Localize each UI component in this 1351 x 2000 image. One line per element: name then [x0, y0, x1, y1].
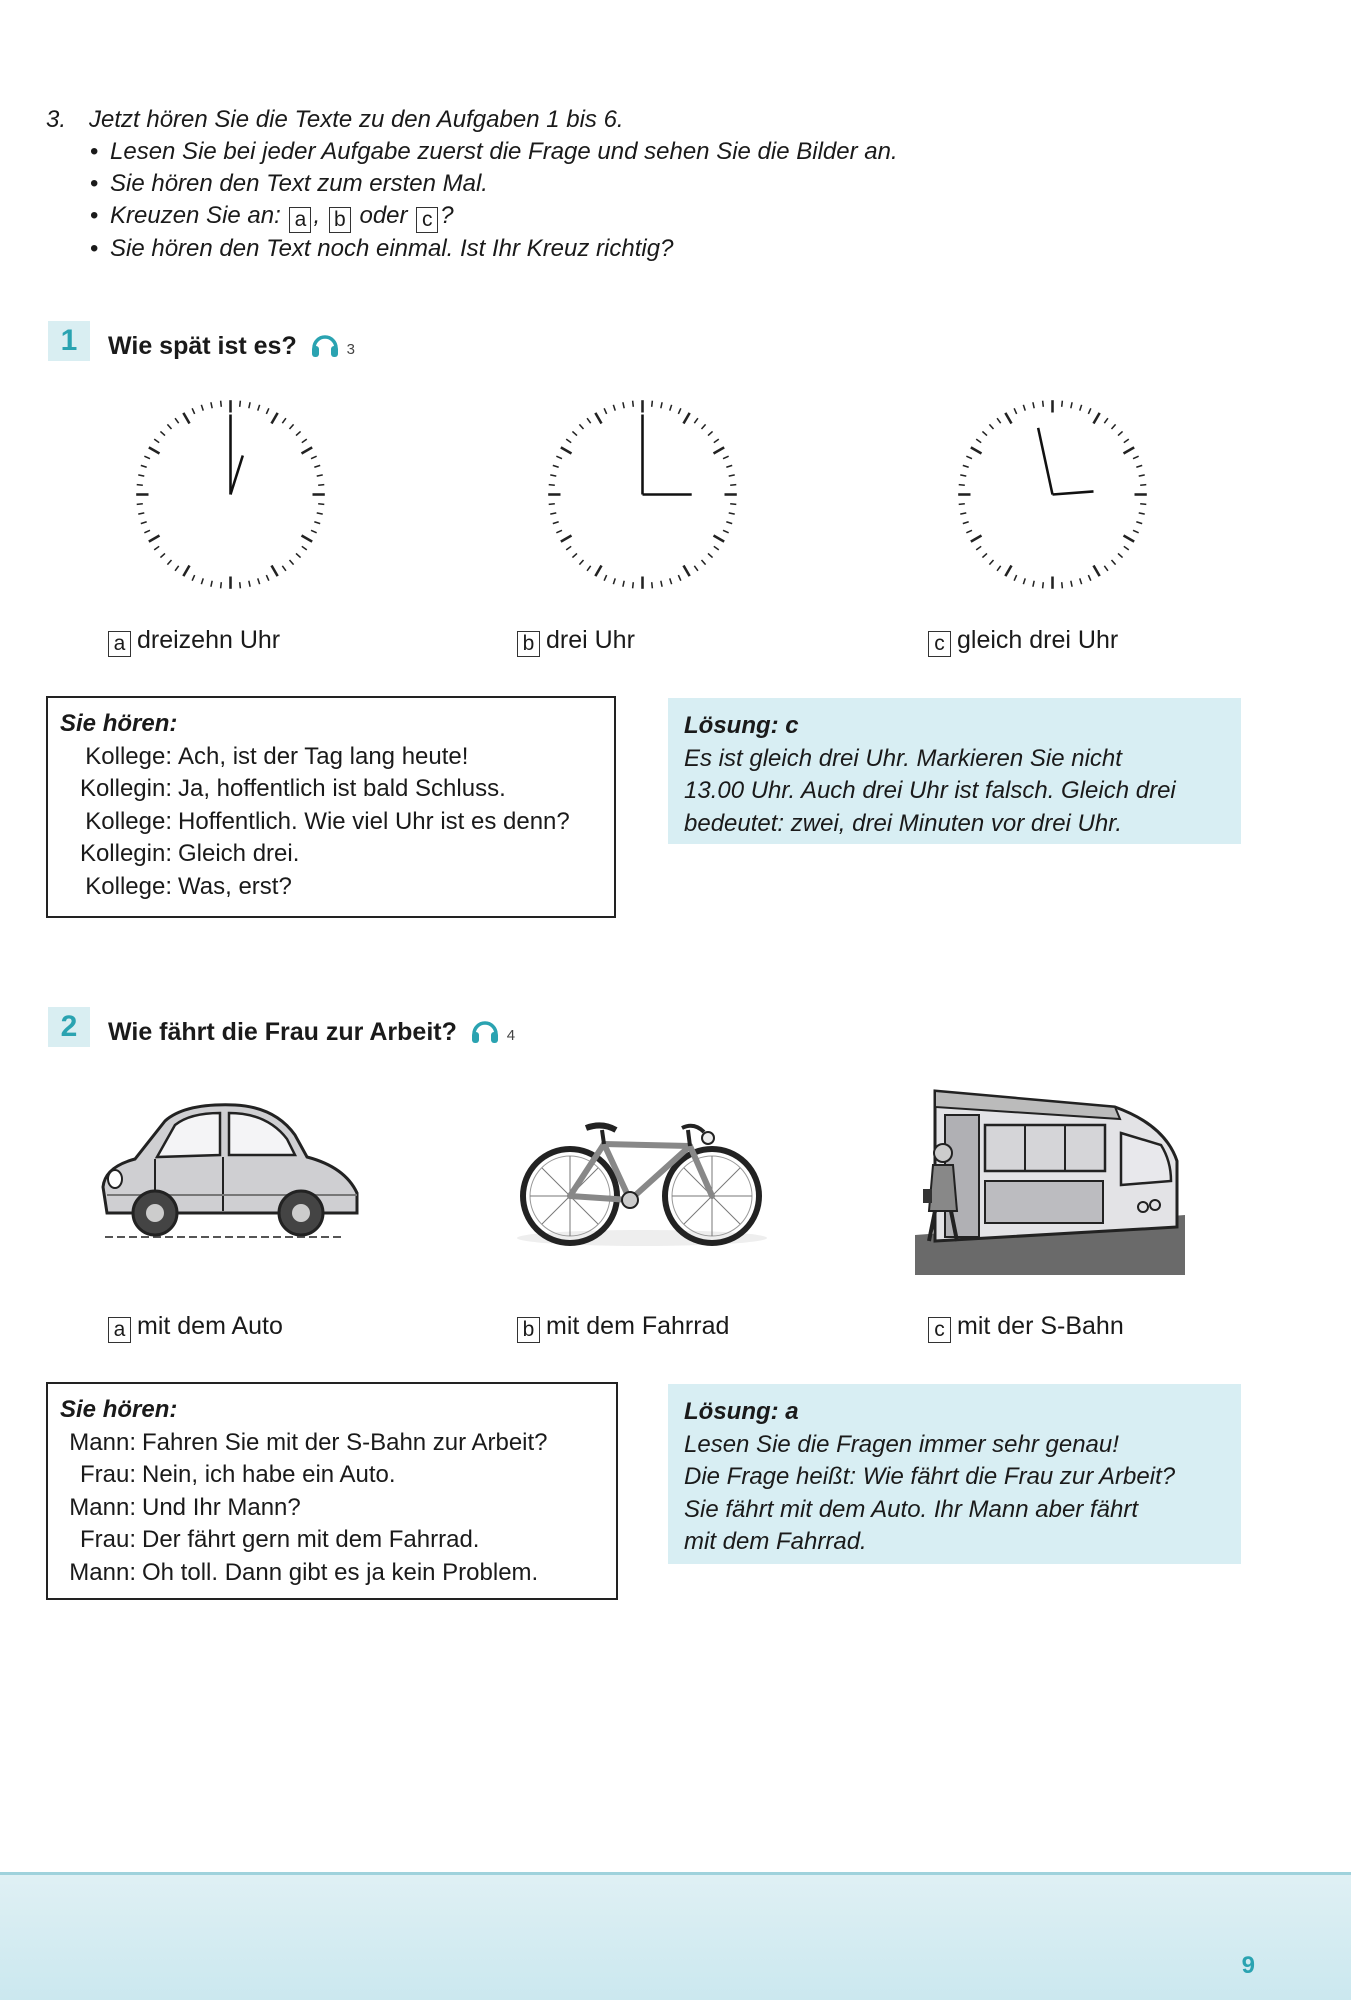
clock-tick [289, 424, 293, 429]
clock-tick [708, 553, 713, 557]
clock-tick [549, 485, 555, 486]
clock-tick [160, 553, 165, 557]
transcript-line: Kollege: Was, erst? [85, 872, 292, 900]
clock-tick [317, 513, 323, 514]
clock-tick [613, 405, 615, 411]
transcript-line: Mann: Und Ihr Mann? [69, 1493, 301, 1521]
clock-tick [959, 504, 965, 505]
clock-tick [714, 447, 725, 453]
clock-tick [623, 581, 624, 587]
sbahn-image [915, 1085, 1185, 1275]
clock-tick [963, 522, 969, 524]
clock-tick [726, 465, 732, 467]
clock-tick [550, 513, 556, 514]
clock-tick [1014, 575, 1017, 581]
instruction-bullet: • Lesen Sie bei jeder Aufgabe zuerst die Frage und sehen Sie die Bilder an. [46, 136, 1146, 168]
clock-tick [1033, 402, 1034, 408]
transcript-heading: Sie hören: [60, 1396, 178, 1423]
clock-tick [963, 465, 969, 467]
clock-tick [141, 465, 147, 467]
clock-tick [730, 504, 736, 505]
clock-tick [976, 439, 981, 443]
transcript-heading: Sie hören: [60, 710, 178, 737]
clock-tick [960, 513, 966, 514]
clock-tick [144, 456, 150, 459]
clock-tick [1080, 405, 1082, 411]
exercise-number: 3. [46, 106, 67, 133]
transcript-line: Kollege: Hoffentlich. Wie viel Uhr ist es denn? [85, 807, 570, 835]
clock-tick [141, 522, 147, 524]
clock-tick [1005, 413, 1011, 424]
car-image [95, 1095, 365, 1245]
clock-tick [302, 546, 307, 550]
solution-line: Sie fährt mit dem Auto. Ihr Mann aber fährt [684, 1495, 1138, 1523]
clock-tick [1111, 560, 1115, 565]
task-number: 2 [48, 1007, 90, 1047]
clock-tick [661, 581, 662, 587]
transcript-box [46, 696, 616, 918]
clock-tick [221, 401, 222, 407]
transcript-line: Frau: Nein, ich habe ein Auto. [79, 1461, 396, 1488]
clock-tick [1124, 447, 1135, 453]
clock-tick [714, 536, 725, 542]
clock-tick [1033, 581, 1034, 587]
clock-tick [623, 402, 624, 408]
transcript-box [46, 1382, 618, 1600]
clock-tick [572, 553, 577, 557]
clock-tick [678, 408, 681, 414]
option-box-c: c [416, 207, 438, 233]
clock-tick [1136, 522, 1142, 524]
clock-tick [1071, 402, 1072, 408]
clock-tick [701, 424, 705, 429]
clock-tick [240, 401, 241, 407]
task-question: Wie spät ist es? 3 [108, 332, 355, 360]
instructions [46, 104, 1146, 265]
clock-tick [561, 447, 572, 453]
option-a[interactable]: a dreizehn Uhr [108, 625, 280, 657]
audio-track-number: 3 [346, 341, 355, 358]
clock-tick [1124, 439, 1129, 443]
clock-tick [1140, 485, 1146, 486]
instruction-bullet: • Kreuzen Sie an: a , b oder c ? [46, 200, 1146, 233]
clock-tick [595, 566, 601, 577]
option-b[interactable]: b drei Uhr [517, 625, 635, 657]
clock-tick [553, 522, 559, 524]
clock-hour-hand [1053, 491, 1094, 494]
clock-tick [149, 536, 160, 542]
clock-tick [258, 405, 260, 411]
clock-tick [137, 504, 143, 505]
clock-tick [553, 465, 559, 467]
clock-tick [317, 475, 323, 476]
clock-tick [566, 546, 571, 550]
clock-tick [729, 475, 735, 476]
clock-tick [1136, 465, 1142, 467]
clock-tick [211, 402, 212, 408]
clock-tick [1140, 504, 1146, 505]
clock-tick [1104, 418, 1108, 423]
clock-a-image [128, 392, 333, 597]
clock-tick [289, 560, 293, 565]
clock-tick [1094, 413, 1100, 424]
clock-tick [175, 418, 179, 423]
task-number: 1 [48, 321, 90, 361]
clock-tick [1104, 566, 1108, 571]
clock-tick [1023, 405, 1025, 411]
clock-tick [1043, 401, 1044, 407]
clock-tick [1080, 578, 1082, 584]
clock-tick [971, 536, 982, 542]
clock-tick [154, 546, 159, 550]
clock-tick [566, 439, 571, 443]
clock-tick [1111, 424, 1115, 429]
clock-tick [633, 582, 634, 588]
clock-tick [966, 456, 972, 459]
clock-tick [960, 475, 966, 476]
clock-tick [302, 536, 313, 542]
clock-tick [192, 408, 195, 414]
clock-hour-hand [231, 456, 243, 495]
clock-tick [572, 431, 577, 435]
solution-box [668, 1384, 1241, 1564]
clock-tick [556, 530, 562, 533]
clock-tick [311, 456, 317, 459]
clock-tick [723, 530, 729, 533]
clock-tick [1133, 456, 1139, 459]
solution-line: bedeutet: zwei, drei Minuten vor drei Uhr. [684, 809, 1122, 837]
clock-tick [604, 408, 607, 414]
option-box-a: a [289, 207, 311, 233]
footer-band [0, 1875, 1351, 2000]
clock-tick [694, 566, 698, 571]
clock-tick [249, 402, 250, 408]
clock-tick [318, 485, 324, 486]
clock-tick [966, 530, 972, 533]
clock-tick [652, 401, 653, 407]
clock-tick [137, 485, 143, 486]
clock-tick [311, 530, 317, 533]
clock-tick [561, 536, 572, 542]
clock-tick [201, 405, 203, 411]
clock-tick [1005, 566, 1011, 577]
clock-tick [997, 566, 1001, 571]
clock-tick [989, 560, 993, 565]
clock-tick [1139, 475, 1145, 476]
solution-heading: Lösung: c [684, 712, 799, 739]
clock-tick [175, 566, 179, 571]
task-question: Wie fährt die Frau zur Arbeit? 4 [108, 1018, 516, 1046]
clock-tick [684, 413, 690, 424]
checkbox-a[interactable]: a [108, 1317, 131, 1343]
clock-tick [1088, 575, 1091, 581]
instruction-intro: 3. Jetzt hören Sie die Texte zu den Aufgaben 1 bis 6. [46, 104, 1146, 136]
clock-tick [652, 582, 653, 588]
clock-tick [549, 504, 555, 505]
option-c[interactable]: c gleich drei Uhr [928, 625, 1118, 657]
clock-tick [138, 475, 144, 476]
clock-tick [1124, 536, 1135, 542]
clock-tick [1088, 408, 1091, 414]
clock-tick [314, 465, 320, 467]
page-number: 9 [1241, 1952, 1255, 1979]
clock-tick [997, 418, 1001, 423]
clock-tick [708, 431, 713, 435]
clock-tick [221, 582, 222, 588]
solution-line: mit dem Fahrrad. [684, 1528, 867, 1555]
option-b[interactable]: b mit dem Fahrrad [517, 1311, 729, 1343]
clock-tick [1071, 581, 1072, 587]
clock-tick [684, 566, 690, 577]
clock-tick [318, 504, 324, 505]
clock-tick [587, 418, 591, 423]
clock-tick [240, 582, 241, 588]
clock-tick [258, 578, 260, 584]
clock-tick [959, 485, 965, 486]
transcript-line: Frau: Der fährt gern mit dem Fahrrad. [79, 1526, 480, 1553]
headphones-icon [470, 1016, 500, 1046]
transcript-line: Kollegin: Gleich drei. [79, 840, 300, 867]
clock-tick [272, 566, 278, 577]
clock-tick [550, 475, 556, 476]
clock-tick [144, 530, 150, 533]
clock-tick [167, 424, 171, 429]
solution-line: Lesen Sie die Fragen immer sehr genau! [684, 1430, 1119, 1458]
clock-tick [167, 560, 171, 565]
clock-tick [587, 566, 591, 571]
clock-tick [701, 560, 705, 565]
clock-tick [314, 522, 320, 524]
clock-tick [556, 456, 562, 459]
clock-tick [971, 447, 982, 453]
clock-tick [678, 575, 681, 581]
clock-tick [1023, 578, 1025, 584]
clock-tick [595, 413, 601, 424]
clock-tick [1118, 553, 1123, 557]
clock-tick [272, 413, 278, 424]
clock-tick [726, 522, 732, 524]
checkbox-b[interactable]: b [517, 1317, 540, 1343]
clock-tick [714, 439, 719, 443]
clock-tick [192, 575, 195, 581]
clock-tick [266, 575, 269, 581]
clock-tick [661, 402, 662, 408]
clock-c-image [950, 392, 1155, 597]
clock-tick [1139, 513, 1145, 514]
clock-b-image [540, 392, 745, 597]
transcript-line: Kollege: Ach, ist der Tag lang heute! [85, 742, 469, 770]
option-a[interactable]: a mit dem Auto [108, 1311, 283, 1343]
clock-tick [211, 581, 212, 587]
clock-tick [183, 566, 189, 577]
clock-tick [976, 546, 981, 550]
checkbox-a[interactable]: a [108, 631, 131, 657]
checkbox-c[interactable]: c [928, 631, 951, 657]
clock-tick [579, 560, 583, 565]
transcript-line: Mann: Oh toll. Dann gibt es ja kein Problem. [69, 1558, 539, 1586]
instruction-bullet: • Sie hören den Text noch einmal. Ist Ihr Kreuz richtig? [46, 233, 1146, 265]
clock-tick [160, 431, 165, 435]
clock-tick [730, 485, 736, 486]
clock-minute-hand [1038, 428, 1052, 495]
clock-tick [729, 513, 735, 514]
clock-tick [633, 401, 634, 407]
clock-tick [1133, 530, 1139, 533]
option-c[interactable]: c mit der S-Bahn [928, 1311, 1124, 1343]
instruction-bullet: • Sie hören den Text zum ersten Mal. [46, 168, 1146, 200]
clock-tick [302, 447, 313, 453]
bicycle-image [512, 1108, 772, 1253]
checkbox-c[interactable]: c [928, 1317, 951, 1343]
solution-line: Es ist gleich drei Uhr. Markieren Sie nicht [684, 744, 1122, 772]
solution-line: 13.00 Uhr. Auch drei Uhr ist falsch. Gleich drei [684, 777, 1176, 804]
clock-tick [579, 424, 583, 429]
transcript-line: Mann: Fahren Sie mit der S-Bahn zur Arbeit? [69, 1428, 548, 1456]
clock-tick [982, 431, 987, 435]
clock-tick [670, 405, 672, 411]
clock-tick [249, 581, 250, 587]
audio-track-number: 4 [506, 1027, 516, 1044]
clock-tick [613, 578, 615, 584]
checkbox-b[interactable]: b [517, 631, 540, 657]
clock-tick [1062, 401, 1063, 407]
transcript-line: Kollegin: Ja, hoffentlich ist bald Schluss. [79, 775, 506, 802]
clock-tick [1043, 582, 1044, 588]
clock-tick [670, 578, 672, 584]
clock-tick [1118, 431, 1123, 435]
clock-tick [1014, 408, 1017, 414]
solution-box [668, 698, 1241, 844]
clock-tick [982, 553, 987, 557]
clock-tick [302, 439, 307, 443]
solution-heading: Lösung: a [684, 1398, 799, 1425]
clock-tick [1062, 582, 1063, 588]
clock-tick [149, 447, 160, 453]
clock-tick [138, 513, 144, 514]
clock-tick [282, 418, 286, 423]
clock-tick [296, 553, 301, 557]
clock-tick [714, 546, 719, 550]
headphones-icon [310, 330, 340, 360]
clock-tick [989, 424, 993, 429]
clock-tick [201, 578, 203, 584]
clock-tick [154, 439, 159, 443]
clock-tick [266, 408, 269, 414]
clock-tick [282, 566, 286, 571]
clock-tick [694, 418, 698, 423]
clock-tick [1124, 546, 1129, 550]
clock-tick [604, 575, 607, 581]
option-box-b: b [329, 207, 351, 233]
clock-tick [183, 413, 189, 424]
clock-tick [296, 431, 301, 435]
clock-tick [1094, 566, 1100, 577]
solution-line: Die Frage heißt: Wie fährt die Frau zur Arbeit? [684, 1463, 1176, 1490]
clock-tick [723, 456, 729, 459]
